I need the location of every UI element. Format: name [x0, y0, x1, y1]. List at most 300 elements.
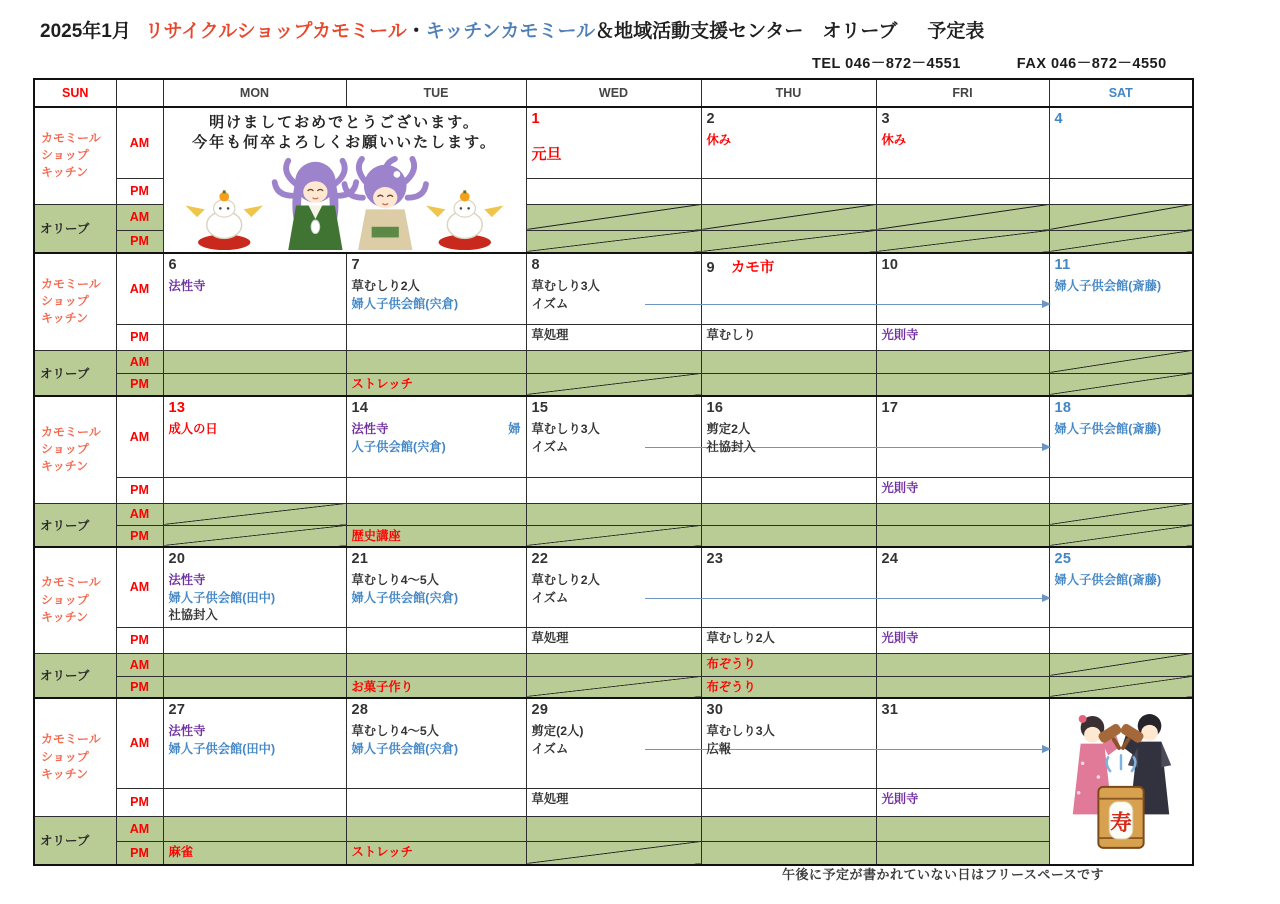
day-cell-sat-18 — [1049, 396, 1193, 477]
header-fri: FRI — [876, 79, 1049, 107]
day-cell-tue-28 — [346, 698, 526, 788]
day-cell-wed-15 — [526, 396, 701, 477]
date-row — [877, 699, 1049, 719]
day-entries — [1050, 274, 1193, 298]
day-entries — [527, 417, 701, 458]
pm-cell-wed — [526, 477, 701, 503]
entry-line: 婦人子供会館(宍倉) — [351, 296, 459, 311]
new-year-greeting-cell — [163, 107, 526, 253]
entry-line: 人子供会館(宍倉) — [351, 439, 446, 454]
olive-am-cell-tue — [346, 350, 526, 373]
greeting-line-1: 明けましておめでとうございます。 — [209, 114, 480, 131]
olive-pm-cell-mon — [163, 676, 346, 698]
day-entries — [877, 128, 1049, 152]
row-label-olive: オリーブ — [34, 350, 116, 396]
olive-pm-cell-mon — [163, 373, 346, 396]
entry-line: 布ぞうり — [706, 656, 756, 671]
footer-note: 午後に予定が書かれていない日はフリースペースです — [782, 867, 1105, 882]
row-label-line: ショップ — [41, 442, 89, 457]
entry-line: 麻雀 — [168, 844, 194, 859]
day-entries — [164, 719, 346, 760]
week-5-row-olive-am — [34, 816, 1193, 841]
day-cell-mon-6 — [163, 253, 346, 324]
title-center-name: ＆地域活動支援センター オリーブ — [595, 21, 898, 42]
title-suffix: 予定表 — [927, 21, 985, 42]
day-cell-fri-24 — [876, 547, 1049, 627]
day-entries — [702, 417, 876, 458]
olive-pm-cell-sat — [1049, 373, 1193, 396]
pm-cell-thu — [701, 477, 876, 503]
week-5-row-olive-pm — [34, 841, 1193, 865]
title-kitchen-name: キッチンカモミール — [425, 21, 596, 42]
olive-pm-cell-sat — [1049, 676, 1193, 698]
row-label-line: ショップ — [41, 294, 89, 309]
date-row — [347, 254, 526, 274]
header-wed: WED — [526, 79, 701, 107]
entry-line: 布ぞうり — [706, 679, 756, 694]
olive-am-cell-fri — [876, 816, 1049, 841]
week-3-row-olive-am — [34, 503, 1193, 525]
entry-line: ストレッチ — [351, 844, 413, 859]
olive-am-cell-sat — [1049, 503, 1193, 525]
entry-line: 休み — [881, 133, 907, 147]
day-entries — [1050, 568, 1193, 592]
ampm-label: PM — [116, 324, 163, 350]
day-entries — [877, 274, 1049, 280]
entry-line: 社協封入 — [707, 439, 871, 457]
olive-am-cell-thu — [701, 204, 876, 230]
olive-pm-cell-fri — [876, 676, 1049, 698]
day-cell-wed-29 — [526, 698, 701, 788]
date-row — [527, 108, 701, 128]
day-cell-sat-25 — [1049, 547, 1193, 627]
ampm-label: AM — [116, 253, 163, 324]
day-entries — [702, 128, 876, 152]
row-label-line: キッチン — [41, 459, 89, 474]
olive-pm-cell-tue — [346, 525, 526, 547]
date-row — [702, 108, 876, 128]
week-3-row-pm — [34, 477, 1193, 503]
olive-am-cell-fri — [876, 503, 1049, 525]
entry-line: 法性寺 — [168, 724, 206, 738]
continuation-arrow — [645, 598, 1049, 599]
olive-pm-cell-wed — [526, 230, 701, 253]
olive-am-cell-thu — [701, 816, 876, 841]
entry-line: 法性寺 婦 — [352, 421, 521, 439]
date-row — [347, 699, 526, 719]
entry-line: イズム — [532, 590, 696, 608]
week-2-row-pm — [34, 324, 1193, 350]
olive-am-cell-wed — [526, 350, 701, 373]
row-label-line: カモミール — [41, 575, 101, 590]
entry-line: 草処理 — [531, 791, 569, 806]
kagami-biraki-cell — [1049, 698, 1193, 865]
olive-pm-cell-fri — [876, 230, 1049, 253]
olive-pm-cell-thu — [701, 230, 876, 253]
date-row — [164, 254, 346, 274]
day-cell-sat-4 — [1049, 107, 1193, 178]
title-separator-dot: ・ — [406, 21, 426, 42]
date-number: 29 — [531, 702, 549, 718]
olive-am-cell-thu — [701, 503, 876, 525]
olive-am-cell-mon — [163, 653, 346, 676]
date-row — [527, 548, 701, 568]
entry-line: イズム — [532, 741, 696, 759]
day-entries — [347, 274, 526, 315]
row-label-line: カモミール — [41, 732, 101, 747]
day-cell-wed-8 — [526, 253, 701, 324]
week-4-row-olive-pm — [34, 676, 1193, 698]
date-number: 11 — [1054, 257, 1071, 273]
pm-cell-thu — [701, 788, 876, 816]
olive-am-cell-sat — [1049, 204, 1193, 230]
day-cell-fri-3 — [876, 107, 1049, 178]
entry-line: 草むしり3人 — [531, 279, 600, 293]
day-cell-wed-1 — [526, 107, 701, 178]
ampm-label: PM — [116, 477, 163, 503]
olive-pm-cell-wed — [526, 525, 701, 547]
entry-line: 婦人子供会館(斎藤) — [1054, 422, 1162, 436]
olive-pm-cell-thu — [701, 373, 876, 396]
pm-cell-mon — [163, 324, 346, 350]
entry-line: イズム — [532, 296, 696, 314]
day-entries — [164, 417, 346, 441]
row-label-line: ショップ — [41, 592, 89, 607]
date-number: 15 — [531, 400, 549, 416]
date-row — [702, 397, 876, 417]
day-entries — [527, 568, 701, 609]
pm-cell-tue — [346, 788, 526, 816]
pm-cell-sat — [1049, 324, 1193, 350]
row-label-olive: オリーブ — [34, 503, 116, 547]
day-entries — [1050, 128, 1193, 134]
olive-am-cell-tue — [346, 816, 526, 841]
row-label-line: カモミール — [41, 424, 101, 439]
olive-am-cell-fri — [876, 350, 1049, 373]
pm-cell-wed — [526, 627, 701, 653]
row-label-kamomile — [34, 253, 116, 350]
date-number: 17 — [881, 400, 899, 416]
date-number: 21 — [351, 551, 369, 567]
date-number: 25 — [1054, 551, 1072, 567]
day-cell-tue-21 — [346, 547, 526, 627]
olive-am-cell-wed — [526, 816, 701, 841]
olive-pm-cell-tue — [346, 676, 526, 698]
pm-cell-fri — [876, 788, 1049, 816]
pm-cell-sat — [1049, 477, 1193, 503]
date-row — [347, 548, 526, 568]
day-cell-mon-27 — [163, 698, 346, 788]
pm-cell-wed — [526, 324, 701, 350]
ampm-label: PM — [116, 841, 163, 865]
ampm-label: PM — [116, 230, 163, 253]
entry-line: 草処理 — [531, 327, 569, 342]
entry-line: 婦人子供会館(斎藤) — [1054, 279, 1162, 293]
row-label-line: ショップ — [41, 749, 89, 764]
entry-line: 草むしり — [706, 327, 756, 342]
day-cell-tue-14 — [346, 396, 526, 477]
pm-cell-tue — [346, 477, 526, 503]
day-cell-tue-7 — [346, 253, 526, 324]
page-title — [40, 16, 984, 43]
date-row — [877, 108, 1049, 128]
entry-line: 草処理 — [531, 630, 569, 645]
day-entries — [527, 274, 701, 315]
date-number: 9 — [706, 260, 715, 276]
date-number: 31 — [881, 702, 899, 718]
row-label-line: キッチン — [41, 766, 89, 781]
pm-cell-thu — [701, 324, 876, 350]
entry-line: 光則寺 — [881, 630, 919, 645]
date-number: 18 — [1054, 400, 1072, 416]
week-3-row-am — [34, 396, 1193, 477]
entry-line: 成人の日 — [168, 422, 218, 436]
day-cell-mon-20 — [163, 547, 346, 627]
olive-am-cell-thu — [701, 653, 876, 676]
day-cell-fri-31 — [876, 698, 1049, 788]
ampm-label: AM — [116, 204, 163, 230]
olive-am-cell-mon — [163, 816, 346, 841]
olive-pm-cell-wed — [526, 841, 701, 865]
olive-am-cell-thu — [701, 350, 876, 373]
entry-line: 草むしり3人 — [531, 422, 600, 436]
entry-line: 婦人子供会館(斎藤) — [1054, 573, 1162, 587]
olive-am-cell-sat — [1049, 350, 1193, 373]
week-3-row-olive-pm — [34, 525, 1193, 547]
day-entries — [164, 274, 346, 298]
date-number: 20 — [168, 551, 186, 567]
continuation-arrow — [779, 447, 1049, 448]
entry-line: 草むしり2人 — [351, 279, 420, 293]
olive-am-cell-wed — [526, 653, 701, 676]
date-number: 10 — [881, 257, 899, 273]
pm-cell-thu — [701, 178, 876, 204]
row-label-line: キッチン — [41, 311, 89, 326]
ampm-label: PM — [116, 525, 163, 547]
row-label-line: キッチン — [41, 609, 89, 624]
date-row — [1050, 108, 1193, 128]
date-row — [877, 254, 1049, 274]
day-entries — [527, 719, 701, 760]
entry-line: 法性寺 — [168, 279, 206, 293]
olive-am-cell-sat — [1049, 653, 1193, 676]
olive-am-cell-mon — [163, 503, 346, 525]
date-number: 27 — [168, 702, 186, 718]
ampm-label: AM — [116, 816, 163, 841]
olive-am-cell-mon — [163, 350, 346, 373]
olive-pm-cell-mon — [163, 841, 346, 865]
date-number: 24 — [881, 551, 899, 567]
date-number: 7 — [351, 257, 360, 273]
pm-cell-thu — [701, 627, 876, 653]
entry-line: 光則寺 — [881, 327, 919, 342]
date-row — [164, 397, 346, 417]
week-4-row-pm — [34, 627, 1193, 653]
schedule-table — [33, 78, 1194, 866]
date-row — [1050, 397, 1193, 417]
continuation-arrow — [779, 749, 1049, 750]
week-2-row-olive-pm — [34, 373, 1193, 396]
entry-line: 草むしり4～5人 — [351, 724, 439, 738]
olive-am-cell-fri — [876, 204, 1049, 230]
date-row — [1050, 254, 1193, 274]
date-number: 2 — [706, 111, 715, 127]
day-entries — [702, 568, 876, 574]
date-row — [702, 699, 876, 719]
week-1-row-am — [34, 107, 1193, 178]
ampm-label: AM — [116, 350, 163, 373]
date-row — [527, 699, 701, 719]
date-row — [347, 397, 526, 417]
entry-line: 社協封入 — [168, 608, 218, 622]
date-number: 16 — [706, 400, 724, 416]
entry-line: 光則寺 — [881, 791, 919, 806]
entry-tail: 婦 — [508, 422, 521, 436]
date-number: 14 — [351, 400, 369, 416]
day-cell-thu-2 — [701, 107, 876, 178]
date-number: 28 — [351, 702, 369, 718]
date-number: 6 — [168, 257, 177, 273]
row-label-olive: オリーブ — [34, 204, 116, 253]
date-number: 1 — [531, 111, 540, 127]
olive-pm-cell-tue — [346, 841, 526, 865]
day-cell-thu-9 — [701, 253, 876, 324]
ampm-label: PM — [116, 788, 163, 816]
pm-cell-fri — [876, 477, 1049, 503]
day-cell-thu-16 — [701, 396, 876, 477]
day-cell-sat-11 — [1049, 253, 1193, 324]
olive-pm-cell-wed — [526, 373, 701, 396]
date-number: 3 — [881, 111, 890, 127]
contact-info — [812, 52, 1167, 73]
header-sat: SAT — [1049, 79, 1193, 107]
header-mon: MON — [163, 79, 346, 107]
day-entries — [347, 719, 526, 760]
ampm-label: AM — [116, 503, 163, 525]
week-5-row-pm — [34, 788, 1193, 816]
olive-am-cell-tue — [346, 653, 526, 676]
entry-line: 休み — [706, 133, 732, 147]
row-label-kamomile — [34, 547, 116, 653]
entry-line: ストレッチ — [351, 376, 413, 391]
ampm-label: PM — [116, 676, 163, 698]
entry-line: 草むしり2人 — [531, 573, 600, 587]
continuation-arrow — [645, 304, 1049, 305]
entry-line: イズム — [532, 439, 696, 457]
day-entries — [164, 568, 346, 627]
entry-line: 剪定2人 — [706, 422, 751, 436]
new-year-illustration — [177, 155, 512, 252]
row-label-line: カモミール — [41, 276, 101, 291]
date-row — [1050, 548, 1193, 568]
week-2-row-am — [34, 253, 1193, 324]
ampm-label: AM — [116, 547, 163, 627]
entry-line: 剪定(2人) — [531, 724, 584, 738]
greeting-line-2: 今年も何卒よろしくお願いいたします。 — [192, 134, 497, 151]
date-number: 23 — [706, 551, 724, 567]
entry-line: 歴史講座 — [351, 528, 401, 543]
day-entries — [527, 128, 701, 166]
date-row — [527, 397, 701, 417]
week-4-row-am — [34, 547, 1193, 627]
olive-pm-cell-fri — [876, 841, 1049, 865]
date-row — [702, 254, 876, 277]
pm-cell-mon — [163, 788, 346, 816]
header-sun: SUN — [34, 79, 116, 107]
pm-cell-fri — [876, 627, 1049, 653]
pm-cell-mon — [163, 477, 346, 503]
row-label-kamomile — [34, 396, 116, 503]
ampm-label: AM — [116, 107, 163, 178]
date-number: 13 — [168, 400, 186, 416]
ampm-label: PM — [116, 373, 163, 396]
entry-line: 婦人子供会館(宍倉) — [351, 590, 459, 605]
date-number: 4 — [1054, 111, 1063, 127]
entry-line: 草むしり2人 — [706, 630, 775, 645]
day-cell-fri-17 — [876, 396, 1049, 477]
olive-am-cell-wed — [526, 204, 701, 230]
pm-cell-wed — [526, 178, 701, 204]
pm-cell-fri — [876, 178, 1049, 204]
ampm-label: AM — [116, 396, 163, 477]
date-number: 30 — [706, 702, 724, 718]
date-row — [877, 548, 1049, 568]
entry-line: 婦人子供会館(田中) — [168, 741, 276, 756]
pm-cell-sat — [1049, 627, 1193, 653]
date-row — [527, 254, 701, 274]
olive-am-cell-wed — [526, 503, 701, 525]
day-cell-thu-30 — [701, 698, 876, 788]
olive-pm-cell-wed — [526, 676, 701, 698]
ampm-label: PM — [116, 178, 163, 204]
olive-pm-cell-thu — [701, 525, 876, 547]
title-month: 2025年1月 — [40, 21, 131, 42]
entry-line: 法性寺 — [168, 573, 206, 587]
olive-pm-cell-mon — [163, 525, 346, 547]
week-2-row-olive-am — [34, 350, 1193, 373]
row-label-line: カモミール — [41, 130, 101, 145]
fax-number: FAX 046－872－4550 — [1016, 56, 1167, 72]
ampm-label: AM — [116, 653, 163, 676]
header-tue: TUE — [346, 79, 526, 107]
date-row — [164, 548, 346, 568]
row-label-line: キッチン — [41, 165, 89, 180]
day-entries — [347, 417, 526, 458]
title-shop-name: リサイクルショップカモミール — [144, 21, 407, 42]
olive-pm-cell-sat — [1049, 230, 1193, 253]
ampm-label: PM — [116, 627, 163, 653]
olive-pm-cell-fri — [876, 373, 1049, 396]
day-entries — [1050, 417, 1193, 441]
day-entries — [877, 719, 1049, 725]
entry-line: 婦人子供会館(田中) — [168, 590, 276, 605]
day-entries — [347, 568, 526, 609]
date-note: カモ市 — [730, 260, 775, 276]
kotobuki-character: 寿 — [1109, 810, 1132, 836]
olive-pm-cell-tue — [346, 373, 526, 396]
day-cell-fri-10 — [876, 253, 1049, 324]
tel-number: TEL 046－872－4551 — [812, 56, 961, 72]
date-number: 22 — [531, 551, 549, 567]
olive-pm-cell-thu — [701, 676, 876, 698]
week-5-row-am — [34, 698, 1193, 788]
header-spacer — [116, 79, 163, 107]
pm-cell-tue — [346, 627, 526, 653]
entry-line: 草むしり3人 — [706, 724, 775, 738]
date-row — [164, 699, 346, 719]
date-row — [877, 397, 1049, 417]
date-row — [702, 548, 876, 568]
